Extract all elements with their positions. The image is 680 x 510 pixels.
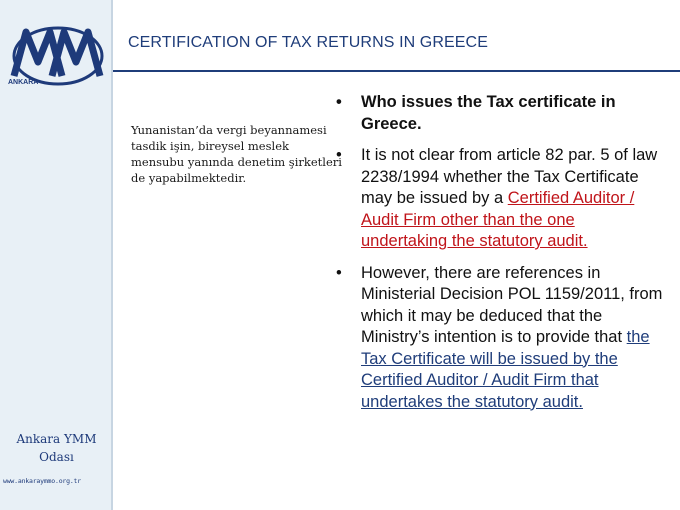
organization-name: Ankara YMM Odası xyxy=(16,432,97,464)
highlighted-phrase: Certified Auditor / Audit Firm other than the one undertaking the statutory audit. xyxy=(361,189,635,250)
logo-wordmark: ANKARA xyxy=(8,79,39,86)
page-title: CERTIFICATION OF TAX RETURNS IN GREECE xyxy=(128,34,488,51)
bullet-item xyxy=(334,263,664,414)
bullet-text: It is not clear from article 82 par. 5 of law 2238/1994 whether the Tax Certificate may be issued by a xyxy=(361,146,658,207)
bullet-list xyxy=(334,92,664,423)
highlighted-phrase: the Tax Certificate will be issued by the Certified Auditor / Audit Firm that undertakes the statutory audit. xyxy=(361,328,650,411)
bullet-item xyxy=(334,145,664,253)
bullet-item xyxy=(334,92,664,135)
bullet-text: Who issues the Tax certificate in Greece. xyxy=(361,93,616,133)
sidebar xyxy=(0,0,113,510)
title-divider xyxy=(113,70,680,72)
turkish-note: Yunanistan’da vergi beyannamesi tasdik işin, bireysel meslek mensubu yanında denetim şirketleri de yapabilmektedir. xyxy=(131,123,342,185)
bullet-text: However, there are references in Ministerial Decision POL 1159/2011, from which it may be deduced that the Ministry’s intention is to provide that xyxy=(361,263,663,346)
website-url[interactable]: www.ankaraymmo.org.tr xyxy=(3,477,81,485)
ankara-ymm-logo xyxy=(4,18,108,88)
